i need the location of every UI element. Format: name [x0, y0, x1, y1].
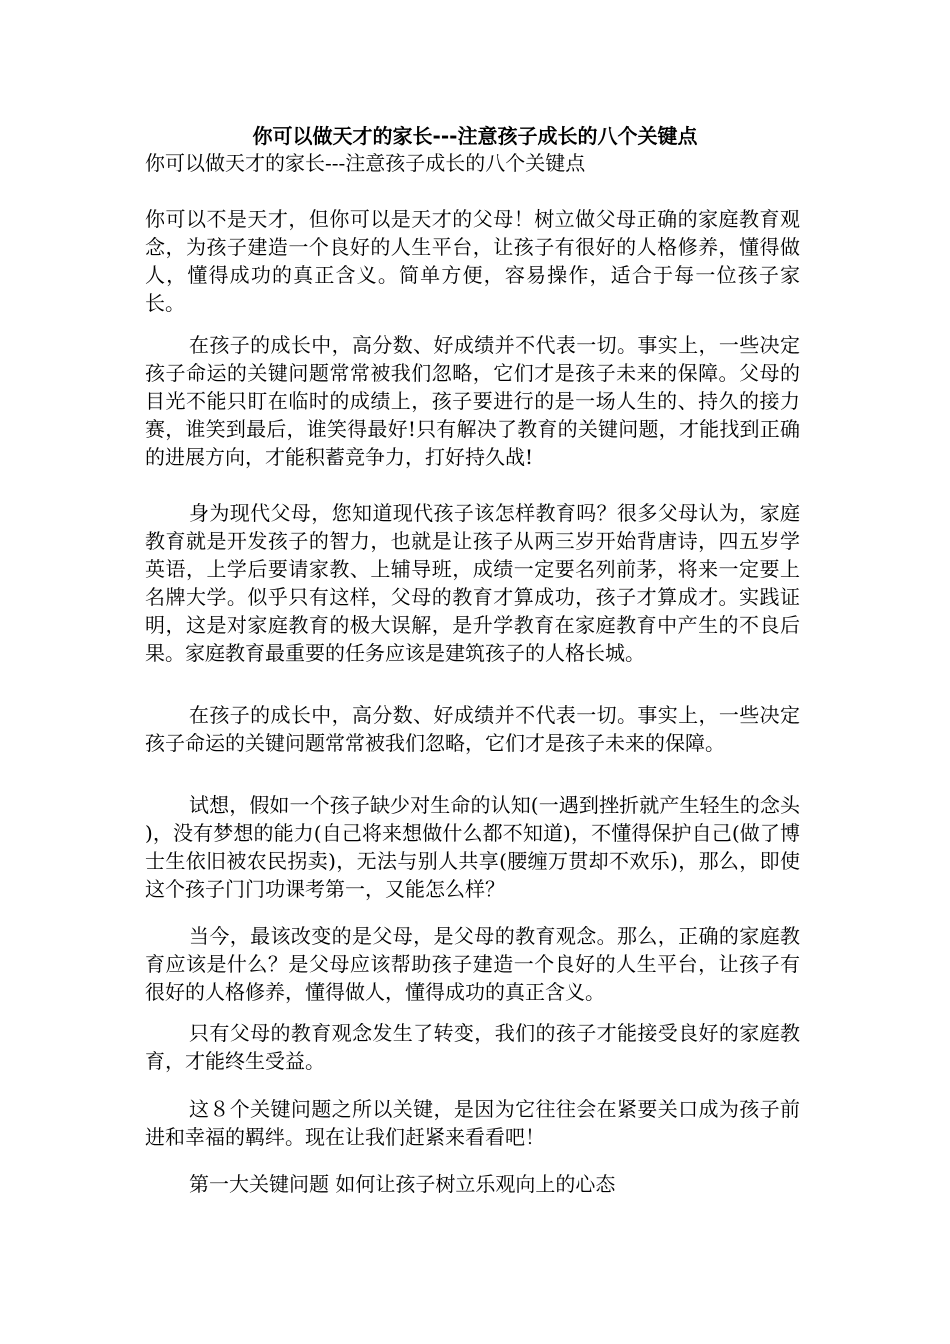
paragraph-modern-parents: 身为现代父母，您知道现代孩子该怎样教育吗？很多父母认为，家庭教育就是开发孩子的智力，也就是让孩子从两三岁开始背唐诗，四五岁学英语，上学后要请家教、上辅导班，成绩一定要名列前茅，将来一定要上名牌大学。似乎只有这样，父母的教育才算成功，孩子才算成才。实践证明，这是对家庭教育的极大误解，是升学教育在家庭教育中产生的不良后果。家庭教育最重要的任务应该是建筑孩子的人格长城。 [145, 501, 800, 665]
paragraph-growth-repeat: 在孩子的成长中，高分数、好成绩并不代表一切。事实上，一些决定孩子命运的关键问题常常被我们忽略，它们才是孩子未来的保障。 [145, 703, 800, 755]
paragraph-imagine: 试想，假如一个孩子缺少对生命的认知(一遇到挫折就产生轻生的念头 )，没有梦想的能力(自己将来想做什么都不知道)，不懂得保护自己(做了博士生依旧被农民拐卖)，无法与别人共享(腰缠万贯却不欢乐)，那么，即使这个孩子门门功课考第一，又能怎么样？ [145, 793, 800, 901]
document-subtitle: 你可以做天才的家长---注意孩子成长的八个关键点 [145, 151, 586, 175]
paragraph-eight-keys: 这８个关键问题之所以关键，是因为它往往会在紧要关口成为孩子前进和幸福的羁绊。现在让我们赶紧来看看吧！ [145, 1097, 800, 1149]
paragraph-intro: 你可以不是天才，但你可以是天才的父母！树立做父母正确的家庭教育观念，为孩子建造一个良好的人生平台，让孩子有很好的人格修养，懂得做人，懂得成功的真正含义。简单方便，容易操作，适合于每一位孩子家长。 [145, 207, 800, 315]
section-heading-first-key: 第一大关键问题 如何让孩子树立乐观向上的心态 [189, 1172, 616, 1196]
paragraph-benefit: 只有父母的教育观念发生了转变，我们的孩子才能接受良好的家庭教育，才能终生受益。 [145, 1021, 800, 1073]
paragraph-growth: 在孩子的成长中，高分数、好成绩并不代表一切。事实上，一些决定孩子命运的关键问题常常被我们忽略，它们才是孩子未来的保障。父母的目光不能只盯在临时的成绩上，孩子要进行的是一场人生的、持久的接力赛，谁笑到最后，谁笑得最好!只有解决了教育的关键问题，才能找到正确的进展方向，才能积蓄竞争力，打好持久战! [145, 333, 800, 469]
paragraph-change-parents: 当今，最该改变的是父母，是父母的教育观念。那么，正确的家庭教育应该是什么？是父母应该帮助孩子建造一个良好的人生平台，让孩子有很好的人格修养，懂得做人，懂得成功的真正含义。 [145, 924, 800, 1004]
document-title: 你可以做天才的家长---注意孩子成长的八个关键点 [252, 124, 698, 148]
